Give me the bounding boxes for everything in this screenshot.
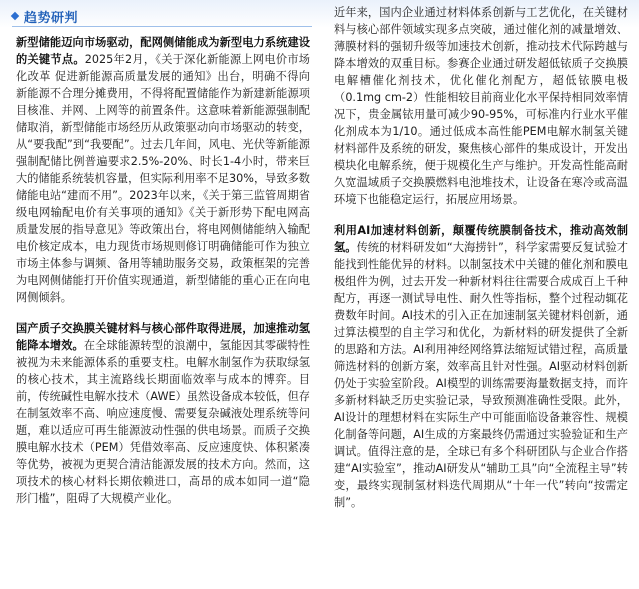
paragraph-pem-materials [16,320,310,507]
diamond-bullet-icon [11,12,19,20]
paragraph-body: 在全球能源转型的浪潮中，氢能因其零碳特性被视为未来能源体系的重要支柱。电解水制氢作为获取绿氢的核心技术，其主流路线长期面临效率与成本的博弈。目前，传统碱性电解水技术（AWE）虽然设备成本较低，但存在制氢效率不高、响应速度慢、需要复杂碱液处理系统等问题，难以适应可再生能源波动性强的供电场景。而质子交换膜电解水技术（PEM）凭借效率高、反应速度快、体积紧凑等优势，被视为更契合清洁能源发展的技术方向。然而，这项技术的核心材料长期依赖进口，高昂的成本如同一道“隐形门槛”，阻碍了大规模产业化。 [16,339,310,505]
paragraph-energy-storage [16,34,310,306]
paragraph-lead: 利用AI加速材料创新，颠覆传统膜制备技术，推动高效制氢。 [334,224,628,254]
section-title: 趋势研判 [24,10,79,26]
paragraph-body: 近年来，国内企业通过材料体系创新与工艺优化，在关键材料与核心部件领域实现多点突破，通过催化剂的减量增效、薄膜材料的强韧升级等加速技术创新，推动技术代际跨越与降本增效的双重目标。参赛企业通过研发超低铱质子交换膜电解槽催化剂技术，优化催化剂配方，超低铱膜电极（0.1mg cm-2）性能相较目前商业化水平保持相同效率情况下，贵金属铱用量可减少90-95%，可标准内行业水平催化剂成本为1/10。通过低成本高性能PEM电解水制氢关键材料部件及系统的研发，聚焦核心部件的集成设计，开发出模块化电解系统，便于规模化生产与维护。开发高性能高耐久宽温域质子交换膜燃料电池堆技术，让设备在寒冷或高温环境下也能稳定运行，拓展应用场景。 [334,6,628,206]
header-divider [12,26,312,27]
left-column [16,34,310,507]
paragraph-ai-materials [334,222,628,511]
paragraph-body: 传统的材料研发如“大海捞针”，科学家需要反复试验才能找到性能优异的材料。以制氢技术中关键的催化剂和膜电极组件为例，过去开发一种新材料往往需要合成成百上千种配方，再逐一测试导电性、耐久性等指标，整个过程动辄花费数年时间。AI技术的引入正在加速制氢关键材料创新，通过算法模型的自主学习和优化，为新材料的研发提供了全新的思路和方法。AI利用神经网络算法缩短试错过程，高质量筛选材料的创新方案，效率高且针对性强。AI驱动材料创新仍处于实验室阶段。AI模型的训练需要海量数据支持，而许多新材料缺乏历史实验记录，导致预测准确性受限。此外，AI设计的理想材料在实际生产中可能面临设备兼容性、规模化制备等问题，AI生成的方案最终仍需通过实验验证和生产调试。值得注意的是，全球已有多个科研团队与企业合作搭建“AI实验室”，推动AI研发从“辅助工具”向“全流程主导”转变，最终实现制氢材料迭代周期从“十年一代”转向“按需定制”。 [334,241,628,509]
paragraph-body: 2025年2月，《关于深化新能源上网电价市场化改革 促进新能源高质量发展的通知》出台，明确不得向新能源不合理分摊费用，不得将配置储能作为新建新能源项目核准、并网、上网等的前置条件。这意味着新能源强制配储取消，新型储能市场经历从政策驱动向市场驱动的转变，从“要我配”到“我要配”。过去几年间，风电、光伏等新能源强制配储比例普遍要求2.5%-20%、时长1-4小时，带来巨大的储能系统装机容量，但实际利用率不足30%，导致多数储能电站“建而不用”。2023年以来，《关于第三监管周期省级电网输配电价有关事项的通知》《关于新形势下配电网高质量发展的指导意见》等政策出台，将电网侧储能纳入输配电价核定成本，电力现货市场规则修订明确储能可作为独立市场主体参与调频、备用等辅助服务交易，政策框架的完善为电网侧储能打开价值实现通道，新型储能的重心正在向电网侧倾斜。 [16,53,310,304]
paragraph-lead: 新型储能迈向市场驱动，配网侧储能成为新型电力系统建设的关键节点。 [16,36,310,66]
paragraph-domestic-breakthrough [334,4,628,208]
right-column [334,4,628,511]
paragraph-lead: 国产质子交换膜关键材料与核心部件取得进展，加速推动氢能降本增效。 [16,322,310,352]
section-header [12,6,312,26]
